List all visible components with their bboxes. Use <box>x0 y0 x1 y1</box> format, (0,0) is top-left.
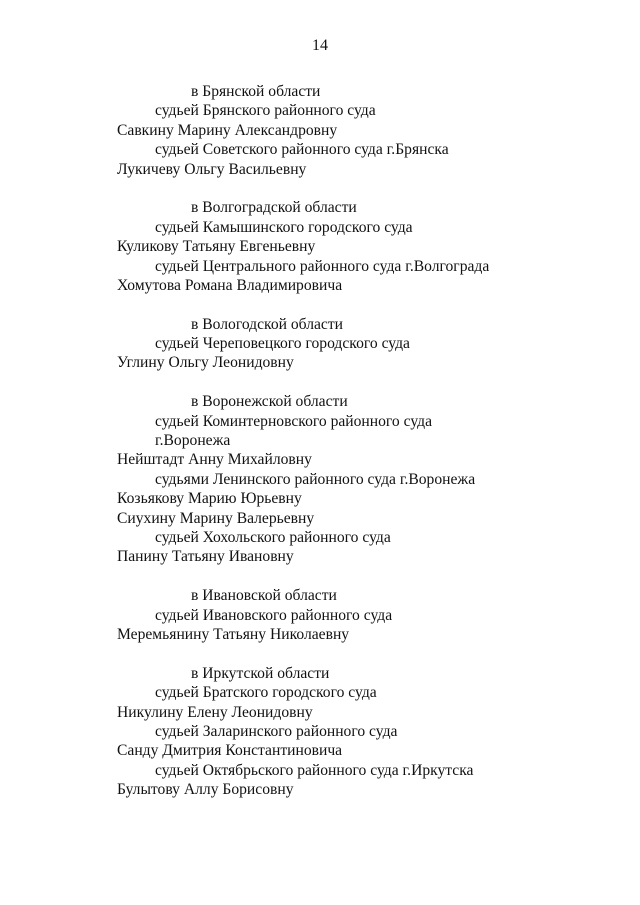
region-heading: в Иркутской области <box>191 664 330 682</box>
court-position: судьей Октябрьского районного суда г.Иркутска <box>155 761 474 779</box>
court-position: судьей Ивановского районного суда <box>155 606 393 624</box>
judge-name: Меремьянину Татьяну Николаевну <box>117 625 350 643</box>
region-heading: в Волгоградской области <box>191 199 357 217</box>
judge-name: Панину Татьяну Ивановну <box>117 548 294 566</box>
court-position: судьями Ленинского районного суда г.Воронежа <box>155 470 476 488</box>
judge-name: Санду Дмитрия Константиновича <box>117 742 343 760</box>
section-spacer <box>0 295 640 314</box>
judge-name: Лукичеву Ольгу Васильевну <box>117 160 307 178</box>
court-position: судьей Заларинского районного суда <box>155 722 398 740</box>
judge-name: Козьякову Марию Юрьевну <box>117 490 302 508</box>
judge-name: Никулину Елену Леонидовну <box>117 703 313 721</box>
court-position: судьей Советского районного суда г.Брянска <box>155 141 449 159</box>
region-heading: в Воронежской области <box>191 393 348 411</box>
court-position: г.Воронежа <box>155 432 231 450</box>
section-spacer <box>0 373 640 392</box>
appointments-list <box>0 82 640 799</box>
court-position: судьей Коминтерновского районного суда <box>155 412 433 430</box>
judge-name: Савкину Марину Александровну <box>117 121 338 139</box>
court-position: судьей Хохольского районного суда <box>155 528 391 546</box>
judge-name: Углину Ольгу Леонидовну <box>117 354 294 372</box>
region-heading: в Ивановской области <box>191 587 337 605</box>
court-position: судьей Камышинского городского суда <box>155 218 413 236</box>
judge-name: Хомутова Романа Владимировича <box>117 276 343 294</box>
judge-name: Булытову Аллу Борисовну <box>117 781 294 799</box>
court-position: судьей Брянского районного суда <box>155 102 376 120</box>
judge-name: Куликову Татьяну Евгеньевну <box>117 238 316 256</box>
court-position: судьей Центрального районного суда г.Волгограда <box>155 257 490 275</box>
section-spacer <box>0 179 640 198</box>
judge-name: Нейштадт Анну Михайловну <box>117 451 312 469</box>
section-spacer <box>0 644 640 663</box>
court-position: судьей Братского городского суда <box>155 684 377 702</box>
region-heading: в Брянской области <box>191 83 321 100</box>
page-number: 14 <box>312 37 328 54</box>
region-heading: в Вологодской области <box>191 315 343 333</box>
court-position: судьей Череповецкого городского суда <box>155 335 410 353</box>
section-spacer <box>0 567 640 586</box>
judge-name: Сиухину Марину Валерьевну <box>117 509 315 527</box>
